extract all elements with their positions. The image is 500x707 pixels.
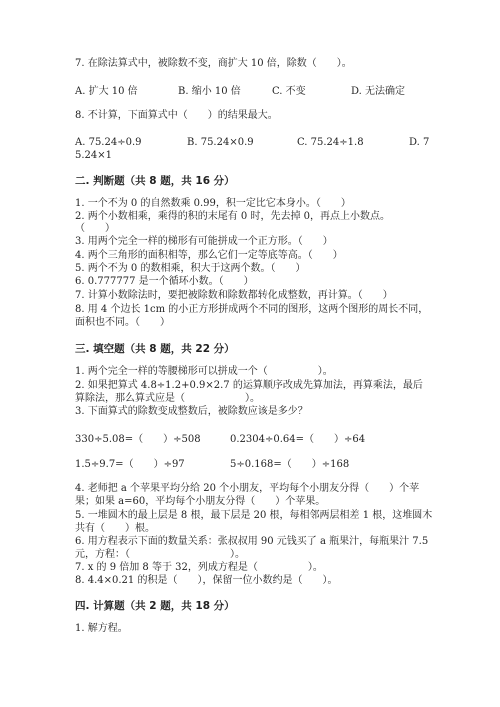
section3-line: 3. 下面算式的除数变成整数后，被除数应该是多少？ xyxy=(75,406,308,417)
section3-line: 元，方程：（ ）。 xyxy=(75,549,245,560)
section3-line: 1. 两个完全一样的等腰梯形可以拼成一个（ ）。 xyxy=(75,366,333,377)
q7-option-a: A. 扩大 10 倍 xyxy=(75,86,138,97)
section3-line: 5. 一堆圆木的最上层是 8 根，最下层是 20 根，每相邻两层相差 1 根，这堆圆木 xyxy=(75,510,433,521)
section3-line: 算除法，那么算式应是（ ）。 xyxy=(75,393,260,404)
section2-line: 5. 两个不为 0 的数相乘，积大于这两个数。（ ） xyxy=(75,263,306,274)
section2-title: 二. 判断题（共 8 题，共 16 分） xyxy=(75,175,235,187)
calc-item: 1.5÷9.7=（ ）÷97 xyxy=(75,459,185,470)
q8-option-c: C. 75.24÷1.8 xyxy=(297,137,364,148)
section3-line: 共有（ ）根。 xyxy=(75,523,155,534)
calc-item: 5÷0.168=（ ）÷168 xyxy=(230,459,350,470)
q7-option-b: B. 缩小 10 倍 xyxy=(178,86,241,97)
section3-line: 8. 4.4×0.21 的积是（ ），保留一位小数约是（ ）。 xyxy=(75,575,338,586)
section2-line: 2. 两个小数相乘，乘得的积的末尾有 0 时，先去掉 0，再点上小数点。 xyxy=(75,211,390,222)
section2-line: （ ） xyxy=(75,223,115,234)
q8-option-d: D. 7 xyxy=(409,137,430,148)
section2-line: 7. 计算小数除法时，要把被除数和除数都转化成整数，再计算。（ ） xyxy=(75,290,393,301)
section3-line: 果；如果 a=60，平均每个小朋友分得（ ）个苹果。 xyxy=(75,496,326,507)
section2-line: 6. 0.777777 是一个循环小数。（ ） xyxy=(75,276,254,287)
section3-line: 2. 如果把算式 4.8÷1.2+0.9×2.7 的运算顺序改成先算加法，再算乘法，最后 xyxy=(75,380,423,391)
section3-line: 6. 用方程表示下面的数量关系：张叔叔用 90 元钱买了 a 瓶果汁，每瓶果汁 7.5 xyxy=(75,536,429,547)
section2-line: 面积也不同。（ ） xyxy=(75,317,170,328)
q8-option-a: A. 75.24÷0.9 xyxy=(75,137,142,148)
q8-stem: 8. 不计算，下面算式中（ ）的结果最大。 xyxy=(75,110,278,121)
section3-line: 4. 老师把 a 个苹果平均分给 20 个小朋友，平均每个小朋友分得（ ）个苹 xyxy=(75,483,420,494)
section2-line: 1. 一个不为 0 的自然数乘 0.99，积一定比它本身小。（ ） xyxy=(75,198,351,209)
q7-option-c: C. 不变 xyxy=(272,86,306,97)
section2-line: 8. 用 4 个边长 1cm 的小正方形拼成两个不同的图形，这两个图形的周长不同， xyxy=(75,304,429,315)
q8-option-b: B. 75.24×0.9 xyxy=(187,137,254,148)
section2-line: 4. 两个三角形的面积相等，那么它们一定等底等高。（ ） xyxy=(75,250,343,261)
section4-line: 1. 解方程。 xyxy=(75,623,128,634)
q8-option-d-continued: 5.24×1 xyxy=(75,150,113,161)
section3-line: 7. x 的 9 倍加 8 等于 32，列成方程是（ ）。 xyxy=(75,562,323,573)
calc-item: 0.2304÷0.64=（ ）÷64 xyxy=(230,434,366,445)
q7-stem: 7. 在除法算式中，被除数不变，商扩大 10 倍，除数（ ）。 xyxy=(75,58,352,69)
section2-line: 3. 用两个完全一样的梯形有可能拼成一个正方形。（ ） xyxy=(75,236,333,247)
section4-title: 四. 计算题（共 2 题，共 18 分） xyxy=(75,600,235,612)
calc-item: 330÷5.08=（ ）÷508 xyxy=(75,434,201,445)
section3-title: 三. 填空题（共 8 题，共 22 分） xyxy=(75,343,235,355)
q7-option-d: D. 无法确定 xyxy=(351,86,406,97)
